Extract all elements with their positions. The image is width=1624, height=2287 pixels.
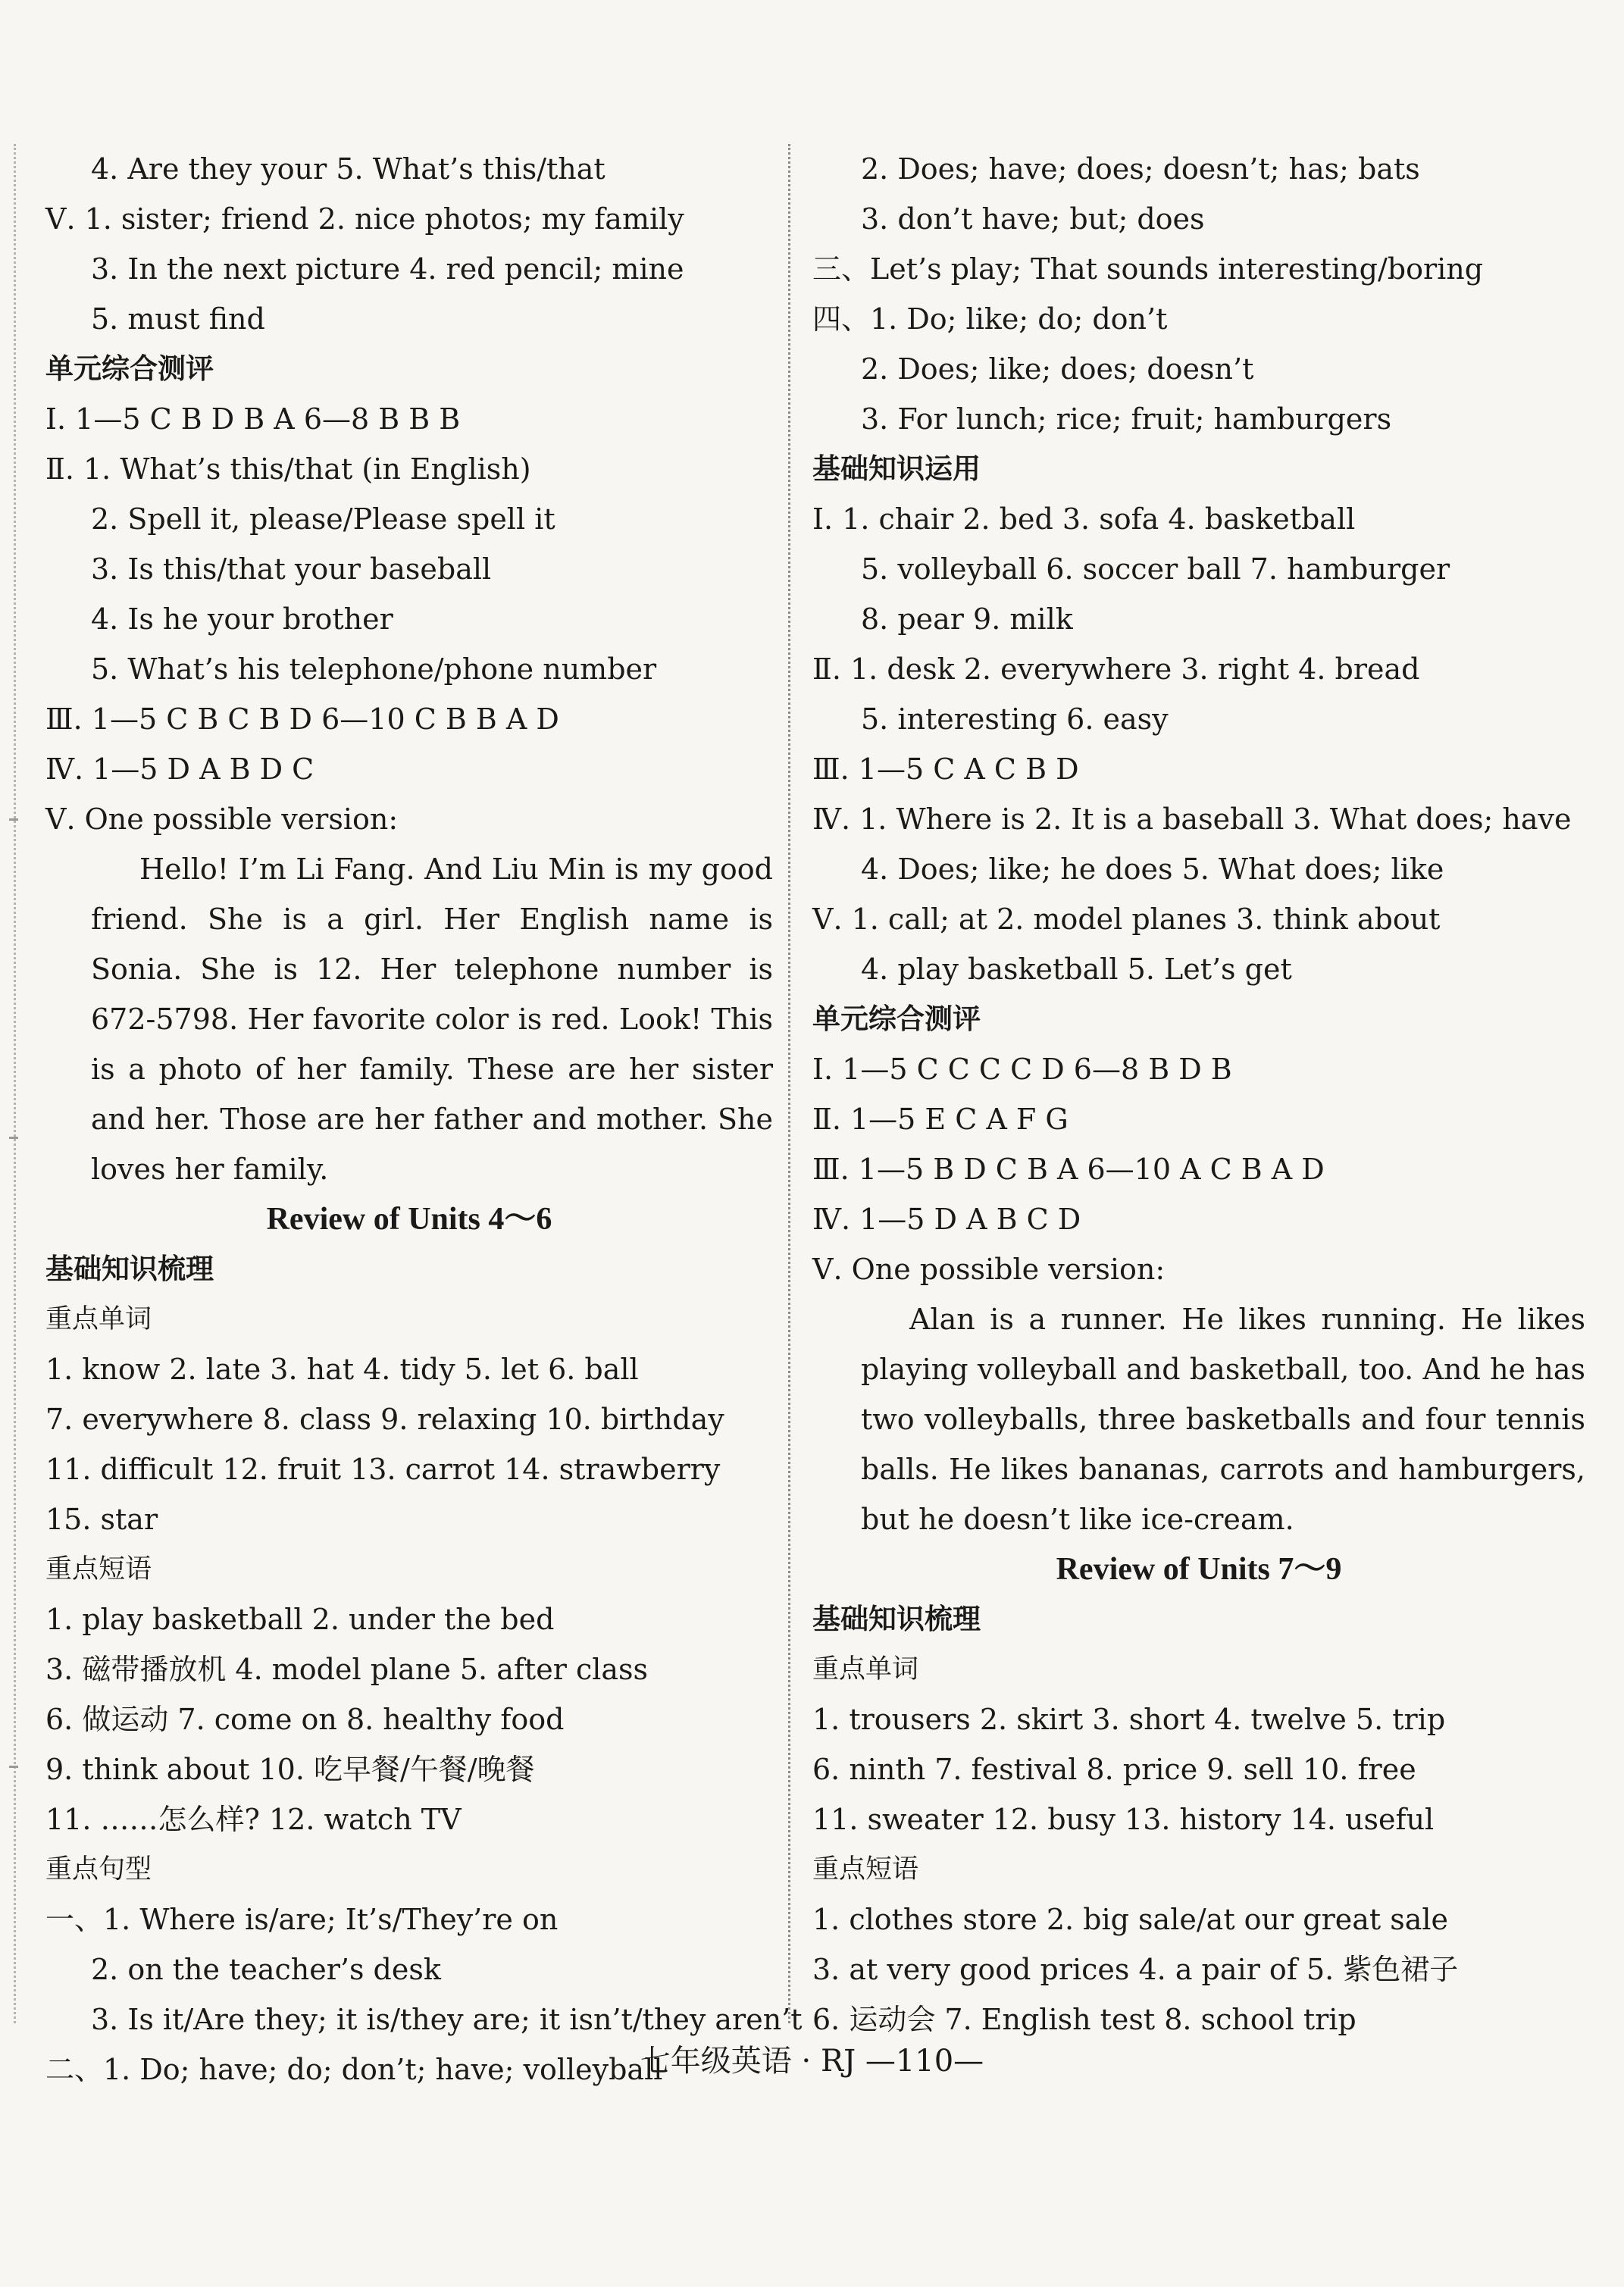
answer-line: Ⅳ. 1. Where is 2. It is a baseball 3. What does; have xyxy=(812,802,1572,836)
answer-line: Ⅱ. 1. What’s this/that (in English) xyxy=(45,452,531,486)
answer-line: 3. Is this/that your baseball xyxy=(91,552,492,586)
answer-line: 4. play basketball 5. Let’s get xyxy=(861,953,1292,986)
sample-essay: Hello! I’m Li Fang. And Liu Min is my good friend. She is a girl. Her English name is Sonia. She is 12. Her telephone number is 672-5798. Her favorite color is red. Look! This is a photo of her family. These are her sister and her. Those are her father and mother. She loves her family. xyxy=(91,853,773,1186)
answer-line: 3. Is it/Are they; it is/they are; it isn’t/they aren’t xyxy=(91,2003,803,2036)
left-column xyxy=(45,144,803,2095)
answer-line: 6. 做运动 7. come on 8. healthy food xyxy=(45,1703,565,1736)
section-heading: 基础知识梳理 xyxy=(45,1253,214,1285)
section-heading: 单元综合测评 xyxy=(812,1003,981,1035)
answer-line: Ⅱ. 1. desk 2. everywhere 3. right 4. bread xyxy=(812,652,1420,686)
answer-line: 2. on the teacher’s desk xyxy=(91,1953,441,1986)
margin-tick xyxy=(9,1766,18,1768)
answer-line: 7. everywhere 8. class 9. relaxing 10. birthday xyxy=(45,1403,724,1436)
answer-line: 4. Does; like; he does 5. What does; like xyxy=(861,853,1444,886)
section-title: Review of Units 7～9 xyxy=(1056,1552,1342,1587)
answer-line: Ⅴ. 1. sister; friend 2. nice photos; my family xyxy=(45,202,684,236)
answer-line: 3. In the next picture 4. red pencil; mine xyxy=(91,252,684,286)
answer-line: 4. Is he your brother xyxy=(91,602,393,636)
subsection-heading: 重点短语 xyxy=(812,1854,919,1885)
answer-line: Ⅰ. 1—5 C B D B A 6—8 B B B xyxy=(45,402,461,436)
sample-essay: Alan is a runner. He likes running. He likes playing volleyball and basketball, too. And he has two volleyballs, three basketballs and four tennis balls. He likes bananas, carrots and hamburgers, but he doesn’t like ice-cream. xyxy=(861,1303,1585,1536)
column-divider xyxy=(788,144,790,2023)
margin-tick xyxy=(9,1137,18,1139)
page-footer: 七年级英语 · RJ —110— xyxy=(640,2044,984,2079)
answer-line: Ⅴ. 1. call; at 2. model planes 3. think about xyxy=(812,903,1441,936)
answer-line: Ⅰ. 1. chair 2. bed 3. sofa 4. basketball xyxy=(812,502,1356,536)
subsection-heading: 重点句型 xyxy=(45,1854,152,1885)
answer-line: Ⅱ. 1—5 E C A F G xyxy=(812,1103,1069,1136)
answer-line: 9. think about 10. 吃早餐/午餐/晚餐 xyxy=(45,1753,535,1786)
answer-line: 11. difficult 12. fruit 13. carrot 14. strawberry xyxy=(45,1453,721,1486)
answer-line: 5. volleyball 6. soccer ball 7. hamburger xyxy=(861,552,1450,586)
answer-line: 1. clothes store 2. big sale/at our great sale xyxy=(812,1903,1449,1936)
answer-line: 5. interesting 6. easy xyxy=(861,702,1169,736)
subsection-heading: 重点单词 xyxy=(812,1654,919,1685)
answer-line: 6. ninth 7. festival 8. price 9. sell 10. free xyxy=(812,1753,1416,1786)
answer-line: Ⅰ. 1—5 C C C C D 6—8 B D B xyxy=(812,1053,1232,1086)
answer-line: Ⅳ. 1—5 D A B C D xyxy=(812,1203,1081,1236)
answer-line: 3. For lunch; rice; fruit; hamburgers xyxy=(861,402,1392,436)
answer-line: 3. don’t have; but; does xyxy=(861,202,1205,236)
answer-line: Ⅲ. 1—5 C B C B D 6—10 C B B A D xyxy=(45,702,559,736)
answer-line: 1. play basketball 2. under the bed xyxy=(45,1603,555,1636)
section-title: Review of Units 4～6 xyxy=(266,1202,552,1237)
section-heading: 基础知识运用 xyxy=(812,452,981,485)
answer-line: Ⅴ. One possible version: xyxy=(812,1253,1166,1286)
answer-line: Ⅲ. 1—5 B D C B A 6—10 A C B A D xyxy=(812,1153,1325,1186)
answer-line: 8. pear 9. milk xyxy=(861,602,1073,636)
answer-line: 一、1. Where is/are; It’s/They’re on xyxy=(45,1903,559,1936)
answer-line: Ⅳ. 1—5 D A B D C xyxy=(45,752,314,786)
answer-line: 四、1. Do; like; do; don’t xyxy=(812,302,1168,336)
left-margin-dotted-line xyxy=(14,144,16,2023)
subsection-heading: 重点短语 xyxy=(45,1554,152,1585)
section-heading: 基础知识梳理 xyxy=(812,1603,981,1635)
subsection-heading: 重点单词 xyxy=(45,1304,152,1334)
margin-tick xyxy=(9,818,18,821)
answer-line: 6. 运动会 7. English test 8. school trip xyxy=(812,2003,1356,2036)
answer-line: 1. trousers 2. skirt 3. short 4. twelve 5. trip xyxy=(812,1703,1446,1736)
answer-line: 2. Spell it, please/Please spell it xyxy=(91,502,555,536)
answer-line: 三、Let’s play; That sounds interesting/boring xyxy=(812,252,1484,286)
answer-line: 4. Are they your 5. What’s this/that xyxy=(91,152,605,186)
answer-line: Ⅲ. 1—5 C A C B D xyxy=(812,752,1079,786)
answer-line: 15. star xyxy=(45,1503,158,1536)
right-column xyxy=(812,144,1585,2045)
answer-line: 二、1. Do; have; do; don’t; have; volleyball xyxy=(45,2053,663,2086)
answer-line: 11. ……怎么样? 12. watch TV xyxy=(45,1803,462,1836)
answer-line: 5. must find xyxy=(91,302,265,336)
answer-line: 11. sweater 12. busy 13. history 14. useful xyxy=(812,1803,1435,1836)
answer-line: 3. at very good prices 4. a pair of 5. 紫色裙子 xyxy=(812,1953,1459,1986)
answer-line: Ⅴ. One possible version: xyxy=(45,802,399,836)
section-heading: 单元综合测评 xyxy=(45,352,214,385)
answer-line: 1. know 2. late 3. hat 4. tidy 5. let 6. ball xyxy=(45,1353,639,1386)
answer-line: 5. What’s his telephone/phone number xyxy=(91,652,657,686)
answer-line: 3. 磁带播放机 4. model plane 5. after class xyxy=(45,1653,649,1686)
answer-line: 2. Does; have; does; doesn’t; has; bats xyxy=(861,152,1420,186)
answer-line: 2. Does; like; does; doesn’t xyxy=(861,352,1254,386)
